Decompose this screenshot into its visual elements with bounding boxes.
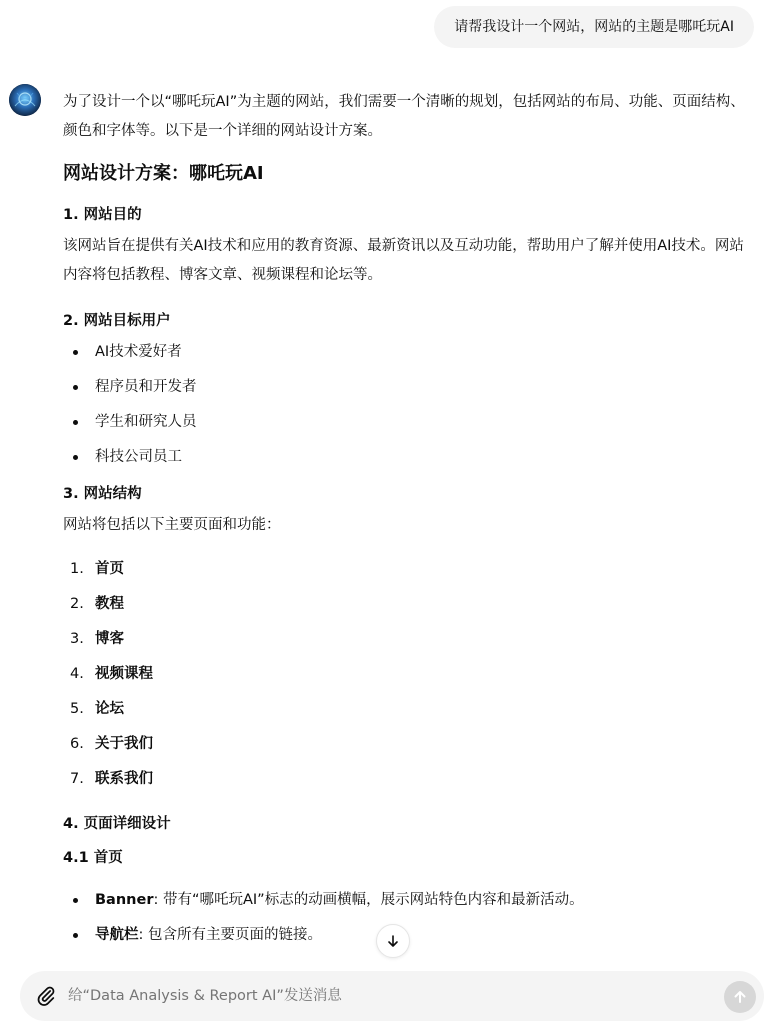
- list-number: 5.: [70, 701, 84, 717]
- message-composer: [20, 971, 764, 1021]
- section-heading-users: 2. 网站目标用户: [63, 313, 171, 329]
- send-button[interactable]: [724, 981, 756, 1013]
- list-number: 1.: [70, 561, 84, 577]
- list-item: [63, 762, 751, 797]
- arrow-down-icon: [386, 934, 400, 948]
- message-input[interactable]: [68, 971, 688, 1021]
- section-text-structure: 网站将包括以下主要页面和功能：: [63, 517, 281, 533]
- attach-button[interactable]: [35, 985, 57, 1007]
- list-label: 关于我们: [95, 736, 153, 752]
- list-label: 首页: [95, 561, 124, 577]
- list-number: 4.: [70, 666, 84, 682]
- list-item: [63, 587, 751, 622]
- list-item: [63, 622, 751, 657]
- list-label: 视频课程: [95, 666, 153, 682]
- list-label: 联系我们: [95, 771, 153, 787]
- subsection-heading-home: 4.1 首页: [63, 850, 123, 866]
- feature-text: 带有“哪吒玩AI”标志的动画横幅，展示网站特色内容和最新活动。: [162, 892, 584, 908]
- arrow-up-icon: [732, 989, 748, 1005]
- list-item: [63, 692, 751, 727]
- user-message-bubble: 请帮我设计一个网站，网站的主题是哪吒玩AI: [434, 6, 754, 48]
- feature-label: Banner: [95, 892, 154, 908]
- target-users-list: [63, 335, 751, 475]
- section-heading-structure: 3. 网站结构: [63, 486, 142, 502]
- feature-sep: :: [138, 927, 148, 943]
- list-item: [63, 657, 751, 692]
- list-item: [63, 727, 751, 762]
- list-label: 论坛: [95, 701, 124, 717]
- list-label: 博客: [95, 631, 124, 647]
- list-number: 6.: [70, 736, 84, 752]
- section-heading-purpose: 1. 网站目的: [63, 207, 142, 223]
- structure-list: [63, 552, 751, 797]
- list-item: AI技术爱好者: [63, 335, 751, 370]
- paperclip-icon: [35, 985, 57, 1007]
- list-item: [63, 552, 751, 587]
- section-text-purpose: 该网站旨在提供有关AI技术和应用的教育资源、最新资讯以及互动功能，帮助用户了解并使用AI技术。网站内容将包括教程、博客文章、视频课程和论坛等。: [63, 238, 744, 283]
- list-item: 程序员和开发者: [63, 370, 751, 405]
- list-number: 2.: [70, 596, 84, 612]
- list-item: [63, 883, 751, 918]
- section-heading-page-design: 4. 页面详细设计: [63, 816, 171, 832]
- list-label: 教程: [95, 596, 124, 612]
- intro-paragraph: 为了设计一个以“哪吒玩AI”为主题的网站，我们需要一个清晰的规划，包括网站的布局、功能、页面结构、颜色和字体等。以下是一个详细的网站设计方案。: [63, 94, 745, 139]
- feature-text: 包含所有主要页面的链接。: [148, 927, 322, 943]
- assistant-avatar: [9, 84, 41, 116]
- list-item: 科技公司员工: [63, 440, 751, 475]
- assistant-message: [63, 88, 751, 953]
- scroll-to-bottom-button[interactable]: [376, 924, 410, 958]
- list-number: 7.: [70, 771, 84, 787]
- list-item: 学生和研究人员: [63, 405, 751, 440]
- list-number: 3.: [70, 631, 84, 647]
- feature-label: 导航栏: [95, 927, 139, 943]
- plan-title: 网站设计方案：哪吒玩AI: [63, 163, 264, 184]
- feature-sep: :: [153, 892, 163, 908]
